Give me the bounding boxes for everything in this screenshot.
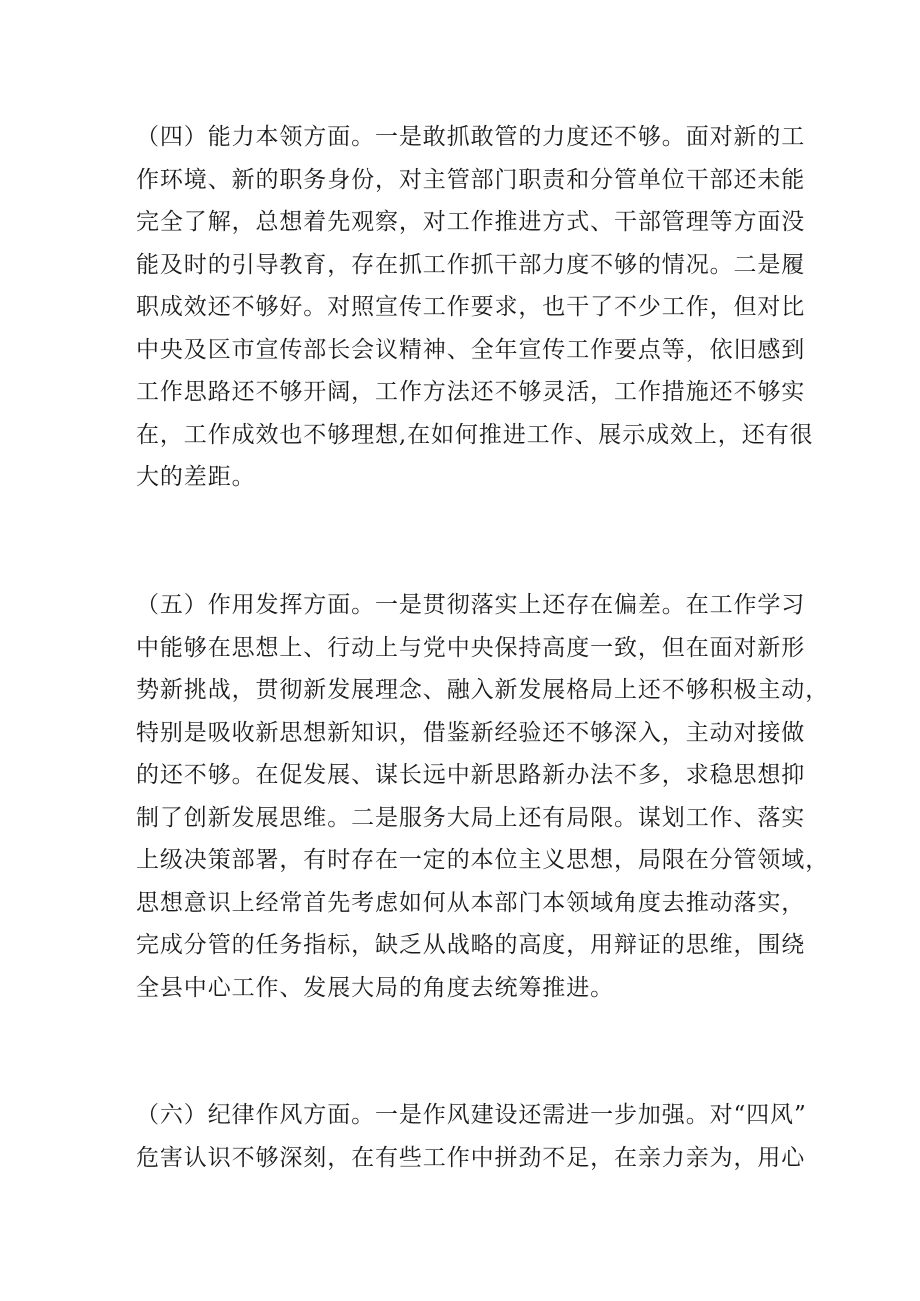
paragraph-discipline: [136, 1094, 807, 1179]
text-line: 大的差距。: [136, 464, 256, 490]
text-line: 职成效还不够好。对照宣传工作要求，也干了不少工作，但对比: [136, 294, 806, 320]
text-line: 中能够在思想上、行动上与党中央保持高度一致，但在面对新形: [136, 634, 806, 661]
text-line: 中央及区市宣传部长会议精神、全年宣传工作要点等，依旧感到: [136, 336, 806, 363]
text-line: 全县中心工作、发展大局的角度去统筹推进。: [136, 974, 614, 1001]
text-line: 完成分管的任务指标，缺乏从战略的高度，用辩证的思维，围绕: [136, 932, 806, 958]
text-line: 工作思路还不够开阔，工作方法还不够灵活，工作措施还不够实: [136, 379, 806, 405]
paragraph-capability: [136, 116, 814, 499]
text-line: 势新挑战，贯彻新发展理念、融入新发展格局上还不够积极主动，: [136, 677, 830, 703]
text-line: （五）作用发挥方面。一是贯彻落实上还存在偏差。在工作学习: [136, 592, 806, 618]
text-line: 作环境、新的职务身份，对主管部门职责和分管单位干部还未能: [136, 166, 806, 193]
paragraph-role: [136, 584, 830, 1009]
text-line: 完全了解，总想着先观察，对工作推进方式、干部管理等方面没: [136, 209, 806, 235]
text-line: 能及时的引导教育，存在抓工作抓干部力度不够的情况。二是履: [136, 251, 806, 278]
text-line: 制了创新发展思维。二是服务大局上还有局限。谋划工作、落实: [136, 804, 806, 831]
text-line: 上级决策部署，有时存在一定的本位主义思想，局限在分管领域，: [136, 847, 830, 873]
text-line: 特别是吸收新思想新知识，借鉴新经验还不够深入，主动对接做: [136, 719, 806, 746]
text-line: 在，工作成效也不够理想,在如何推进工作、展示成效上，还有很: [136, 421, 814, 448]
text-line: 危害认识不够深刻，在有些工作中拼劲不足，在亲力亲为，用心: [136, 1144, 806, 1171]
text-line: （四）能力本领方面。一是敢抓敢管的力度还不够。面对新的工: [136, 124, 806, 150]
text-line: 的还不够。在促发展、谋长远中新思路新办法不多，求稳思想抑: [136, 762, 806, 788]
text-line: （六）纪律作风方面。一是作风建设还需进一步加强。对“四风”: [136, 1102, 807, 1128]
text-line: 思想意识上经常首先考虑如何从本部门本领域角度去推动落实，: [136, 889, 806, 916]
